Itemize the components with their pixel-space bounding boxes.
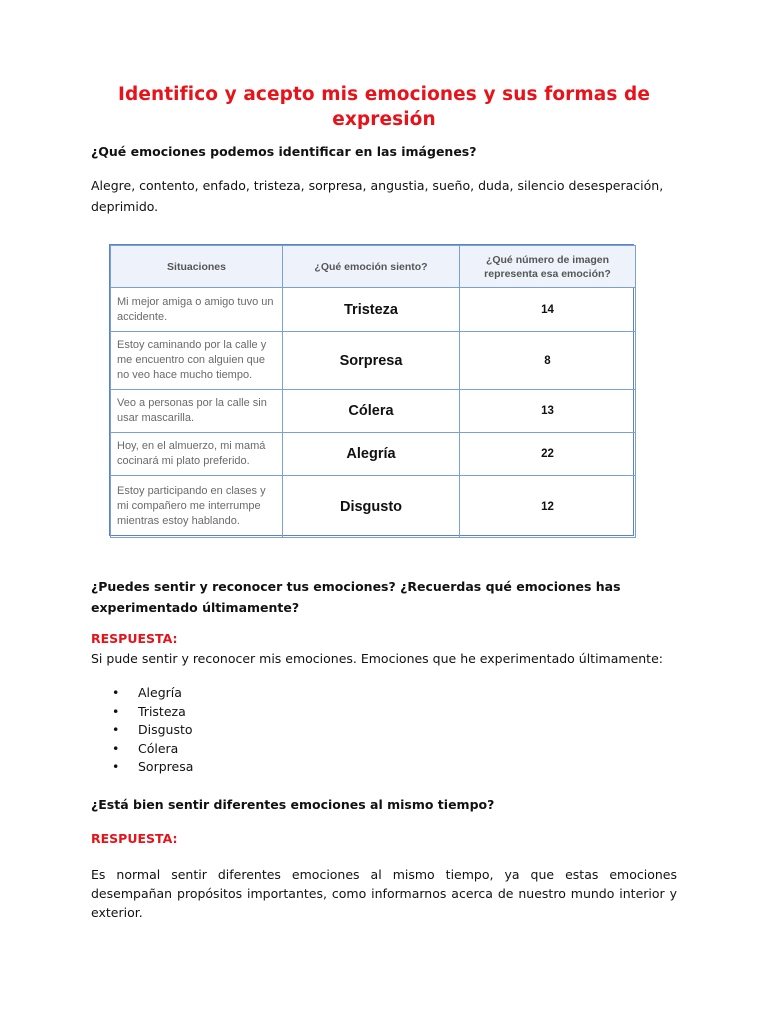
image-number-cell: 14: [460, 288, 636, 332]
emotion-cell: Alegría: [283, 433, 460, 476]
bullet-icon: •: [112, 685, 120, 700]
response-label: RESPUESTA:: [91, 631, 178, 646]
list-item: • Cólera: [112, 740, 193, 759]
table-row: [111, 288, 636, 332]
emotion-cell: Sorpresa: [283, 332, 460, 390]
list-item: • Alegría: [112, 684, 193, 703]
bullet-icon: •: [112, 740, 120, 756]
situation-cell: Estoy participando en clases y mi compañero me interrumpe mientras estoy hablando.: [111, 476, 283, 538]
list-item: • Disgusto: [112, 721, 193, 740]
emotion-cell: Tristeza: [283, 288, 460, 332]
image-number-cell: 22: [460, 433, 636, 476]
situation-cell: Mi mejor amiga o amigo tuvo un accidente.: [111, 288, 283, 332]
list-item: • Tristeza: [112, 703, 193, 722]
response-label-2: RESPUESTA:: [91, 831, 178, 846]
bullet-icon: •: [112, 722, 120, 738]
table-row: [111, 332, 636, 390]
image-number-cell: 12: [460, 476, 636, 538]
table-header-image-number: ¿Qué número de imagen representa esa emoción?: [460, 246, 636, 288]
emotion-cell: Disgusto: [283, 476, 460, 538]
table-row: [111, 476, 636, 538]
table-row: [111, 390, 636, 433]
situation-cell: Estoy caminando por la calle y me encuentro con alguien que no veo hace mucho tiempo.: [111, 332, 283, 390]
image-number-cell: 13: [460, 390, 636, 433]
question-2: ¿Puedes sentir y reconocer tus emociones? ¿Recuerdas qué emociones has experimentado últimamente?: [91, 579, 621, 615]
emotions-table: [109, 244, 634, 536]
table-header-situations: Situaciones: [111, 246, 283, 288]
bullet-icon: •: [112, 759, 120, 775]
answer-1: Alegre, contento, enfado, tristeza, sorpresa, angustia, sueño, duda, silencio desesperación, deprimido.: [91, 178, 664, 214]
question-3: ¿Está bien sentir diferentes emociones al mismo tiempo?: [91, 797, 495, 812]
table-row: [111, 433, 636, 476]
answer-3: Es normal sentir diferentes emociones al mismo tiempo, ya que estas emociones desempañan propósitos importantes, como informarnos acerca de nuestro mundo interior y exterior.: [91, 867, 677, 920]
situation-cell: Veo a personas por la calle sin usar mascarilla.: [111, 390, 283, 433]
table-header-emotion: ¿Qué emoción siento?: [283, 246, 460, 288]
question-1: ¿Qué emociones podemos identificar en las imágenes?: [91, 144, 477, 159]
emotion-cell: Cólera: [283, 390, 460, 433]
image-number-cell: 8: [460, 332, 636, 390]
bullet-icon: •: [112, 703, 120, 719]
situation-cell: Hoy, en el almuerzo, mi mamá cocinará mi plato preferido.: [111, 433, 283, 476]
page-title: Identifico y acepto mis emociones y sus formas de expresión: [118, 84, 650, 130]
answer-2: Si pude sentir y reconocer mis emociones. Emociones que he experimentado últimamente:: [91, 651, 663, 666]
emotions-list: [112, 684, 193, 777]
list-item: • Sorpresa: [112, 758, 193, 777]
